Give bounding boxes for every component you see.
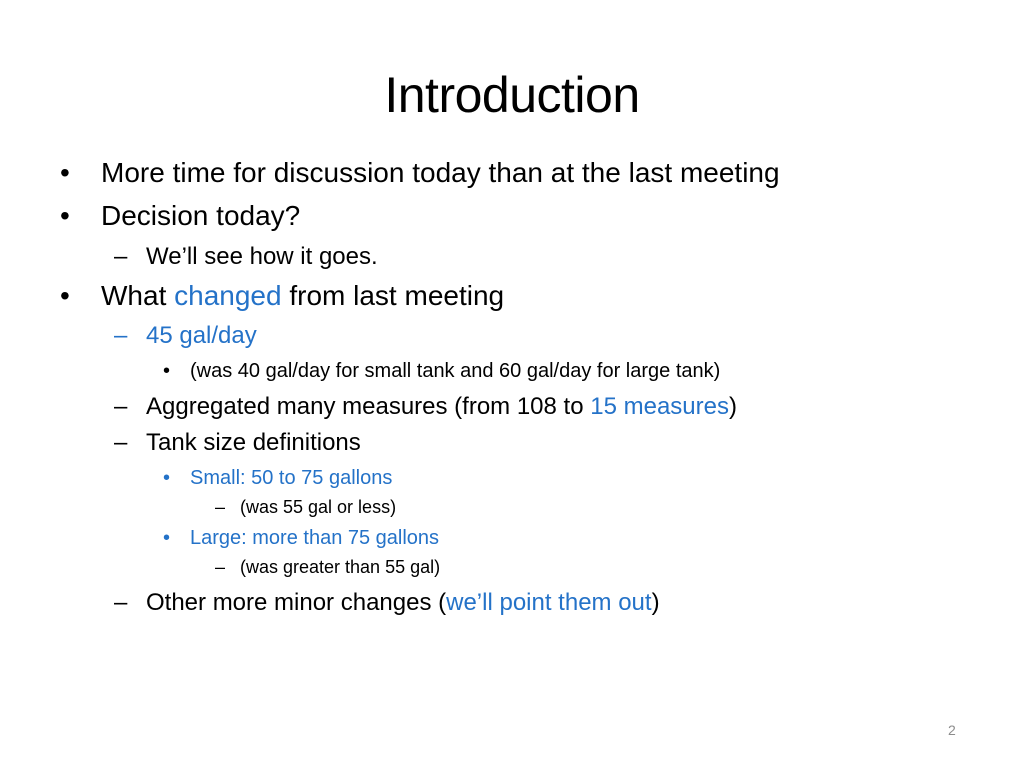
slide-page-number: 2	[948, 722, 956, 738]
dash-icon: –	[114, 589, 128, 616]
highlight-text: Large: more than 75 gallons	[190, 527, 440, 549]
highlight-text: we’ll point them out	[446, 589, 652, 616]
highlight-text: 15 measures	[590, 393, 729, 420]
sub-sub-bullet-was-40	[190, 358, 720, 384]
bullet-dot-icon: •	[163, 467, 171, 489]
sub-sub-bullet-small	[190, 465, 392, 491]
sub-bullet-tank-size	[146, 428, 361, 458]
dash-icon: –	[215, 497, 226, 517]
dash-icon: –	[114, 243, 128, 270]
bullet-text: Aggregated many measures (from 108 to	[146, 393, 591, 420]
bullet-dot-icon: •	[60, 200, 70, 231]
bullet-text: We’ll see how it goes.	[146, 243, 378, 270]
sub-bullet-45-gal-day	[146, 321, 257, 351]
bullet-text: Decision today?	[101, 200, 301, 231]
sub-bullet-see-how	[146, 242, 378, 272]
bullet-more-time	[101, 155, 780, 191]
bullet-dot-icon: •	[60, 280, 70, 311]
dash-icon: –	[114, 393, 128, 420]
bullet-text: from last meeting	[281, 280, 505, 311]
dash-icon: –	[215, 557, 226, 577]
dash-icon: –	[114, 322, 128, 349]
bullet-text: More time for discussion today than at the last meeting	[101, 157, 780, 188]
sub-bullet-aggregated	[146, 392, 737, 422]
bullet-text: (was greater than 55 gal)	[240, 557, 441, 577]
bullet-dot-icon: •	[163, 360, 171, 382]
bullet-what-changed	[101, 278, 504, 314]
dash-icon: –	[114, 429, 128, 456]
sub-sub-bullet-large	[190, 525, 439, 551]
bullet-decision-today	[101, 198, 300, 234]
bullet-text: Other more minor changes (	[146, 589, 447, 616]
slide-title: Introduction	[384, 67, 640, 123]
bullet-text: (was 55 gal or less)	[240, 497, 397, 517]
bullet-dot-icon: •	[60, 157, 70, 188]
bullet-text: Tank size definitions	[146, 429, 361, 456]
bullet-text: )	[651, 589, 660, 616]
bullet-dot-icon: •	[163, 527, 171, 549]
sub-bullet-other-changes	[146, 588, 660, 618]
level4-was-greater-than-55	[240, 556, 440, 578]
bullet-text: )	[728, 393, 737, 420]
bullet-text: (was 40 gal/day for small tank and 60 gal/day for large tank)	[190, 360, 721, 382]
level4-was-55-or-less	[240, 496, 396, 518]
highlight-text: changed	[174, 280, 282, 311]
highlight-text: Small: 50 to 75 gallons	[190, 467, 393, 489]
highlight-text: 45 gal/day	[146, 322, 257, 349]
bullet-text: What	[101, 280, 175, 311]
